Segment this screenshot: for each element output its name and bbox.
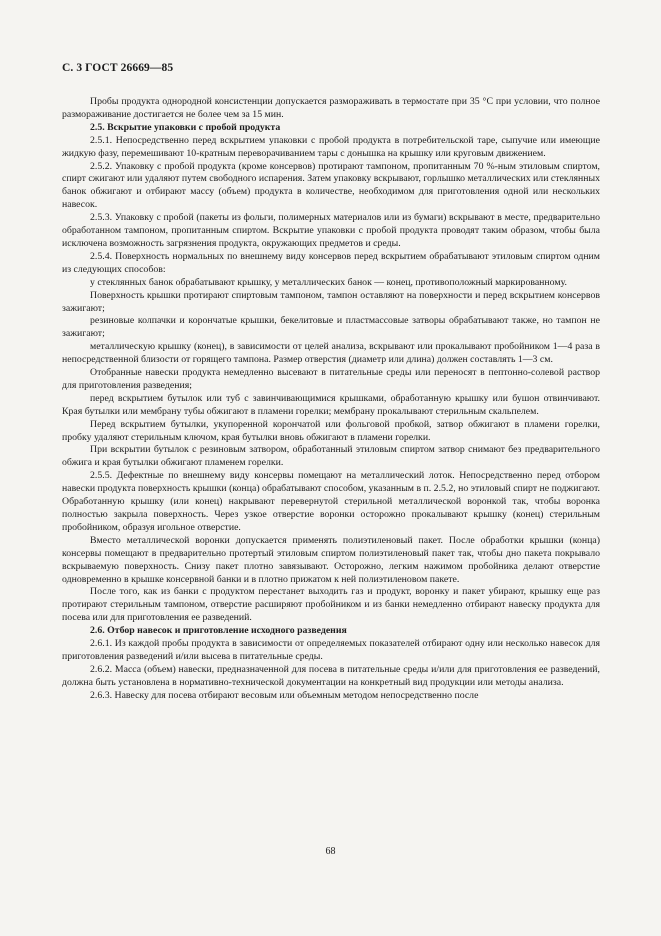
paragraph: 2.5.1. Непосредственно перед вскрытием упаковки с пробой продукта в потребительской таре, сыпучие или имеющие жидкую фазу, перемешивают 10-кратным переворачиванием тары с донышка на крышку или круговым движением. [62, 134, 600, 159]
paragraph: металлическую крышку (конец), в зависимости от целей анализа, вскрывают или прокалывают пробойником 1—4 раза в непосредственной близости от горящего тампона. Размер отверстия (диаметр или длина) должен составлять 1—3 см. [62, 341, 600, 366]
paragraph: 2.6.3. Навеску для посева отбирают весовым или объемным методом непосредственно после [90, 689, 479, 701]
page-number: 68 [325, 846, 336, 857]
paragraph: у стеклянных банок обрабатывают крышку, у металлических банок — конец, противоположный маркированному. [90, 276, 567, 288]
section-heading: 2.5. Вскрытие упаковки с пробой продукта [90, 121, 281, 133]
paragraph: Отобранные навески продукта немедленно высевают в питательные среды или переносят в пептонно-солевой раствор для приготовления разведения; [62, 367, 600, 391]
paragraph: Вместо металлической воронки допускается применять полиэтиленовый пакет. После обработки крышки (конца) консервы помещают в предварительно протертый этиловым спиртом полиэтиленовый пакет так, чтобы дно пакета покрывало вскрываемую поверхность. Снизу пакет плотно завязывают. Осторожно, легким нажимом пробойника делают отверстие одновременно в крышке консервной банки и в плотно прижатом к ней полиэтиленовом пакете. [62, 534, 600, 585]
paragraph: После того, как из банки с продуктом перестанет выходить газ и продукт, воронку и пакет убирают, крышку еще раз протирают стерильным тампоном, отверстие расширяют пробойником и из банки немедленно отбирают навеску продукта для посева или для приготовления ее разведений. [62, 586, 600, 624]
paragraph: 2.5.4. Поверхность нормальных по внешнему виду консервов перед вскрытием обрабатывают этиловым спиртом одним из следующих способов: [62, 250, 600, 275]
document-page [62, 62, 600, 703]
paragraph: Поверхность крышки протирают спиртовым тампоном, тампон оставляют на поверхности и перед вскрытием консервов зажигают; [62, 289, 600, 314]
paragraph: Пробы продукта однородной консистенции допускается размораживать в термостате при 35 °С при условии, что полное размораживание достигается не более чем за 15 мин. [62, 96, 600, 120]
paragraph: 2.6.1. Из каждой пробы продукта в зависимости от определяемых показателей отбирают одну или несколько навесок для приготовления разведений и/или высева в питательные среды. [62, 638, 600, 662]
paragraph: резиновые колпачки и корончатые крышки, бекелитовые и пластмассовые затворы обрабатывают также, но тампон не зажигают; [62, 315, 600, 340]
document-body [62, 96, 600, 703]
paragraph: 2.5.3. Упаковку с пробой (пакеты из фольги, полимерных материалов или из бумаги) вскрывают в месте, предварительно обработанном тампоном, пропитанным спиртом. Вскрытие упаковки с пробой продукта проводят таким образом, чтобы была исключена возможность загрязнения продукта, окружающих предметов и среды. [62, 212, 600, 249]
paragraph: перед вскрытием бутылок или туб с завинчивающимися крышками, обработанную крышку или бушон отвинчивают. Края бутылки или мембрану тубы обжигают в пламени горелки; мембрану прокалывают стерильным скальпелем. [62, 392, 600, 417]
section-heading: 2.6. Отбор навесок и приготовление исходного разведения [90, 625, 347, 637]
page-header: С. 3 ГОСТ 26669—85 [62, 62, 174, 74]
paragraph: 2.5.2. Упаковку с пробой продукта (кроме консервов) протирают тампоном, пропитанным 70 %-ным этиловым спиртом, спирт сжигают или удаляют путем свободного испарения. Затем упаковку вскрывают, горлышко металлических или стеклянных банок обжигают и отбирают массу (объем) продукта в количестве, необходимом для приготовления одной или нескольких навесок. [62, 160, 600, 211]
paragraph: При вскрытии бутылок с резиновым затвором, обработанный этиловым спиртом затвор снимают без предварительного обжига и края бутылки обжигают пламенем горелки. [62, 444, 600, 469]
paragraph: Перед вскрытием бутылки, укупоренной корончатой или фольговой пробкой, затвор обжигают в пламени горелки, пробку удаляют стерильным ключом, края бутылки вновь обжигают в пламени горелки. [62, 418, 600, 443]
paragraph: 2.5.5. Дефектные по внешнему виду консервы помещают на металлический лоток. Непосредственно перед отбором навески продукта поверхность крышки (конца) обрабатывают способом, указанным в п. 2.5.2, но этиловый спирт не поджигают. Обработанную крышку (или конец) накрывают перевернутой стерильной металлической воронкой так, чтобы воронка полностью закрыла поверхность. Через узкое отверстие воронки осторожно прокалывают крышку (конец) стерильным пробойником, образуя игольное отверстие. [62, 470, 600, 533]
paragraph: 2.6.2. Масса (объем) навески, предназначенной для посева в питательные среды и/или для приготовления ее разведений, должна быть установлена в нормативно-технической документации на конкретный вид продукции или методы анализа. [62, 663, 600, 688]
